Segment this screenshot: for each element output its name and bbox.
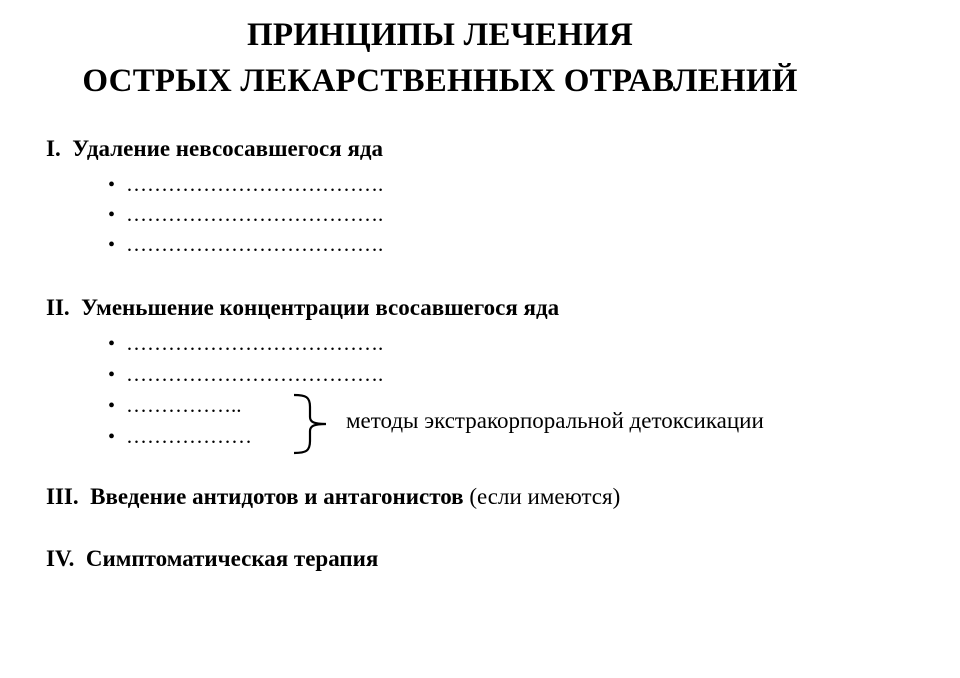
extracorporeal-methods-label: методы экстракорпоральной детоксикации [346, 408, 764, 433]
bullet-icon: • [108, 174, 116, 196]
section-3-title: Введение антидотов и антагонистов [90, 484, 464, 509]
section-2-bullet-4: • ……………… [108, 424, 252, 448]
section-2-heading [46, 295, 559, 321]
page-title [0, 12, 880, 104]
title-line-1: ПРИНЦИПЫ ЛЕЧЕНИЯ [246, 17, 634, 53]
section-1-number: I. [46, 136, 61, 161]
section-2-title: Уменьшение концентрации всосавшегося яда [81, 295, 560, 320]
section-1-bullet-1: • ………………………………. [108, 172, 384, 196]
section-2-bullet-1: • ………………………………. [108, 331, 384, 355]
section-2-bullet-2: • ………………………………. [108, 362, 384, 386]
section-4-number: IV. [46, 546, 75, 571]
section-1-heading [46, 136, 383, 162]
section-4-heading [46, 546, 378, 572]
bullet-icon: • [108, 395, 116, 417]
section-3-number: III. [46, 484, 79, 509]
bullet-icon: • [108, 333, 116, 355]
section-3-heading [46, 484, 620, 510]
bullet-icon: • [108, 204, 116, 226]
section-3-note: (если имеются) [469, 484, 621, 509]
section-4-title: Симптоматическая терапия [85, 546, 379, 571]
section-1-title: Удаление невсосавшегося яда [72, 136, 384, 161]
curly-brace-icon [292, 393, 332, 455]
section-2-bullet-3: • …………….. [108, 393, 242, 417]
section-1-bullet-2: • ………………………………. [108, 202, 384, 226]
bullet-icon: • [108, 426, 116, 448]
bullet-icon: • [108, 364, 116, 386]
title-line-2: ОСТРЫХ ЛЕКАРСТВЕННЫХ ОТРАВЛЕНИЙ [82, 63, 798, 99]
bullet-icon: • [108, 234, 116, 256]
section-1-bullet-3: • ………………………………. [108, 232, 384, 256]
section-2-number: II. [46, 295, 70, 320]
